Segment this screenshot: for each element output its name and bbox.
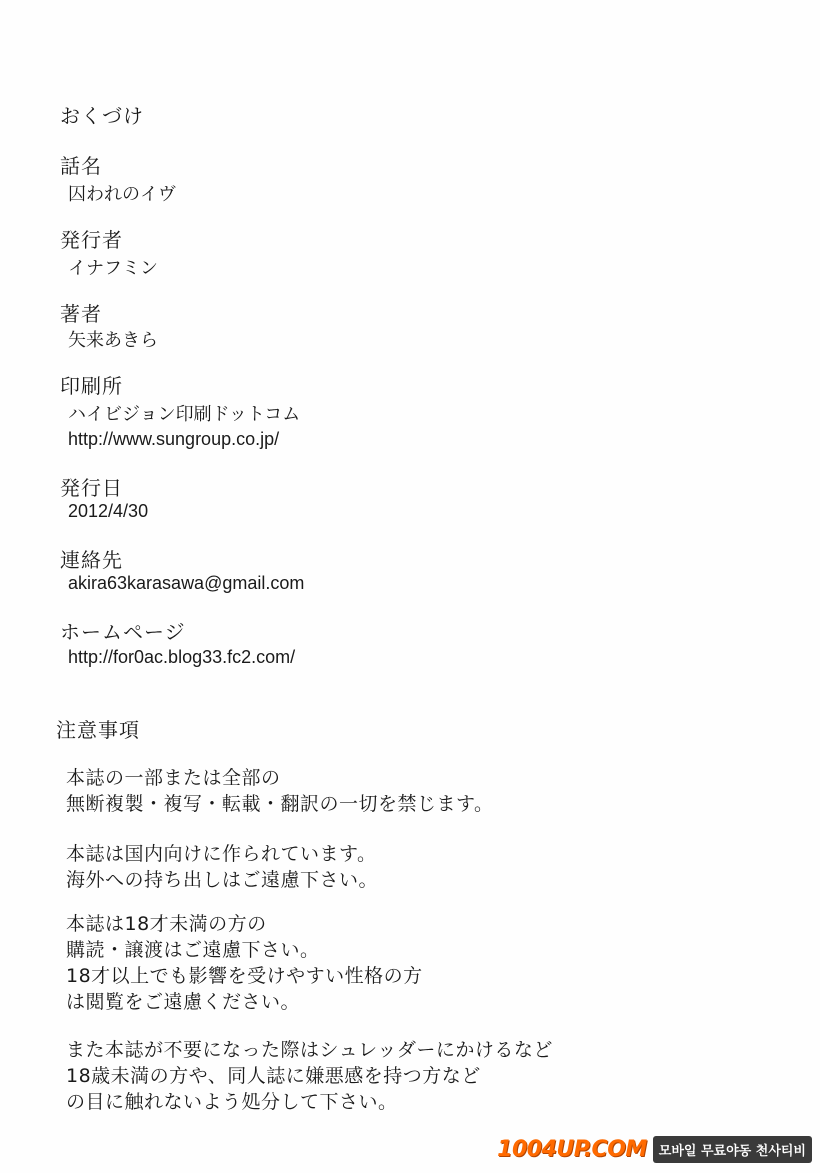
notice-line: 購読・譲渡はご遠慮下さい。 [66,939,320,961]
notice-line: 本誌は国内向けに作られています。 [66,843,377,865]
homepage-url-link[interactable]: http://for0ac.blog33.fc2.com/ [68,647,296,667]
section-value-title: 囚われのイヴ [68,184,176,205]
notice-line: 海外への持ち出しはご遠慮下さい。 [66,869,379,891]
section-heading-contact: 連絡先 [60,548,123,572]
notice-line: 18歳未満の方や、同人誌に嫌悪感を持つ方など [66,1065,481,1087]
page-title: おくづけ [60,104,144,128]
section-heading-title: 話名 [60,154,102,178]
notice-line: 無断複製・複写・転載・翻訳の一切を禁じます。 [66,793,494,815]
contact-email-link[interactable]: akira63karasawa@gmail.com [68,573,305,593]
site-watermark[interactable] [497,1135,812,1163]
notice-line: の目に触れないよう処分して下さい。 [66,1091,398,1113]
section-value-printer: ハイビジョン印刷ドットコム [68,404,301,425]
section-value-date: 2012/4/30 [68,501,149,521]
section-value-publisher: イナフミン [68,258,158,279]
section-heading-author: 著者 [60,302,102,326]
notice-line: は閲覧をご遠慮ください。 [66,991,301,1013]
printer-url-link[interactable]: http://www.sungroup.co.jp/ [68,429,280,449]
notice-line: 本誌は18才未満の方の [66,913,267,935]
section-heading-homepage: ホームページ [60,620,186,644]
notice-line: 本誌の一部または全部の [66,767,281,789]
section-value-author: 矢来あきら [68,330,158,351]
section-heading-printer: 印刷所 [60,374,123,398]
watermark-logo[interactable]: 1004UP.COM [497,1136,647,1162]
watermark-tagline: 모바일 무료야동 천사티비 [653,1136,812,1163]
notice-heading: 注意事項 [56,718,140,742]
section-heading-date: 発行日 [60,476,123,500]
notice-line: また本誌が不要になった際はシュレッダーにかけるなど [66,1039,553,1061]
section-heading-publisher: 発行者 [60,228,123,252]
notice-line: 18才以上でも影響を受けやすい性格の方 [66,965,423,987]
